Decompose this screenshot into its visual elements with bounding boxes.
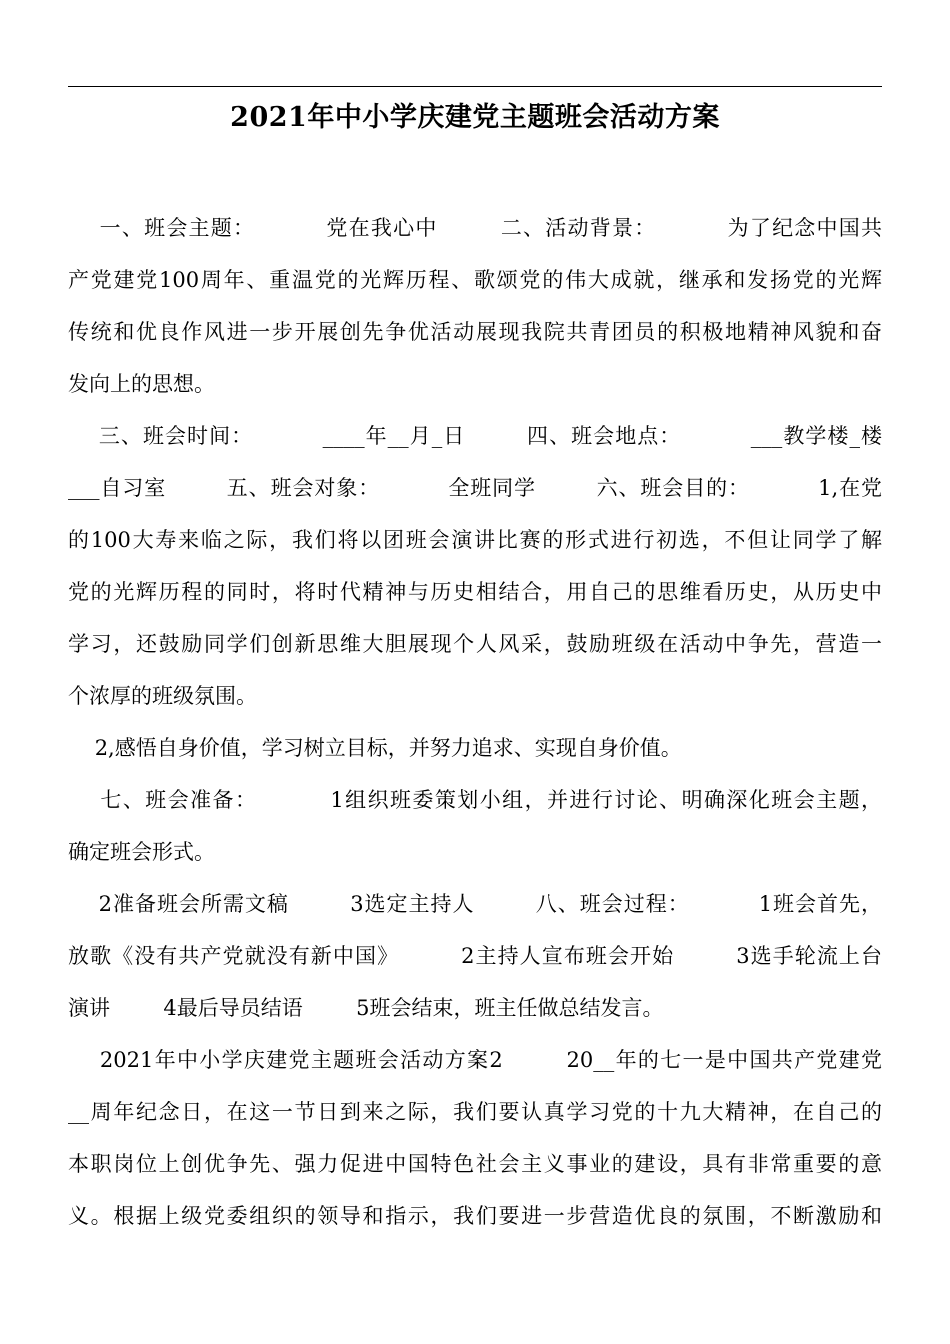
- body-line: 2准备班会所需文稿 3选定主持人 八、班会过程： 1班会首先，: [68, 892, 882, 916]
- body-line: ___自习室 五、班会对象： 全班同学 六、班会目的： 1,在党: [68, 476, 882, 500]
- body-line: 七、班会准备： 1组织班委策划小组，并进行讨论、明确深化班会主题，: [68, 788, 882, 812]
- header-rule: [68, 86, 882, 87]
- body-line: 党的光辉历程的同时，将时代精神与历史相结合，用自己的思维看历史，从历史中: [68, 580, 882, 604]
- body-line: 本职岗位上创优争先、强力促进中国特色社会主义事业的建设，具有非常重要的意: [68, 1152, 882, 1176]
- body-line: 三、班会时间： ____年__月_日 四、班会地点： ___教学楼_楼: [68, 424, 882, 448]
- body-line: 传统和优良作风进一步开展创先争优活动展现我院共青团员的积极地精神风貌和奋: [68, 320, 882, 344]
- body-line: 2,感悟自身价值，学习树立目标，并努力追求、实现自身价值。: [68, 736, 682, 760]
- body-line: 产党建党100周年、重温党的光辉历程、歌颂党的伟大成就，继承和发扬党的光辉: [68, 268, 882, 292]
- body-line: 个浓厚的班级氛围。: [68, 684, 257, 708]
- body-line: 义。根据上级党委组织的领导和指示，我们要进一步营造优良的氛围，不断激励和: [68, 1204, 882, 1228]
- body-line: 学习，还鼓励同学们创新思维大胆展现个人风采，鼓励班级在活动中争先，营造一: [68, 632, 882, 656]
- body-line: 一、班会主题： 党在我心中 二、活动背景： 为了纪念中国共: [68, 216, 882, 240]
- body-line: 2021年中小学庆建党主题班会活动方案2 20__年的七一是中国共产党建党: [68, 1048, 882, 1072]
- body-line: 演讲 4最后导员结语 5班会结束，班主任做总结发言。: [68, 996, 664, 1020]
- body-line: 确定班会形式。: [68, 840, 215, 864]
- body-line: 放歌《没有共产党就没有新中国》 2主持人宣布班会开始 3选手轮流上台: [68, 944, 882, 968]
- document-title: 2021年中小学庆建党主题班会活动方案: [230, 102, 720, 133]
- body-line: 的100大寿来临之际，我们将以团班会演讲比赛的形式进行初选，不但让同学了解: [68, 528, 882, 552]
- body-line: 发向上的思想。: [68, 372, 215, 396]
- document-body: [68, 202, 882, 1242]
- body-line: __周年纪念日，在这一节日到来之际，我们要认真学习党的十九大精神，在自己的: [68, 1100, 882, 1124]
